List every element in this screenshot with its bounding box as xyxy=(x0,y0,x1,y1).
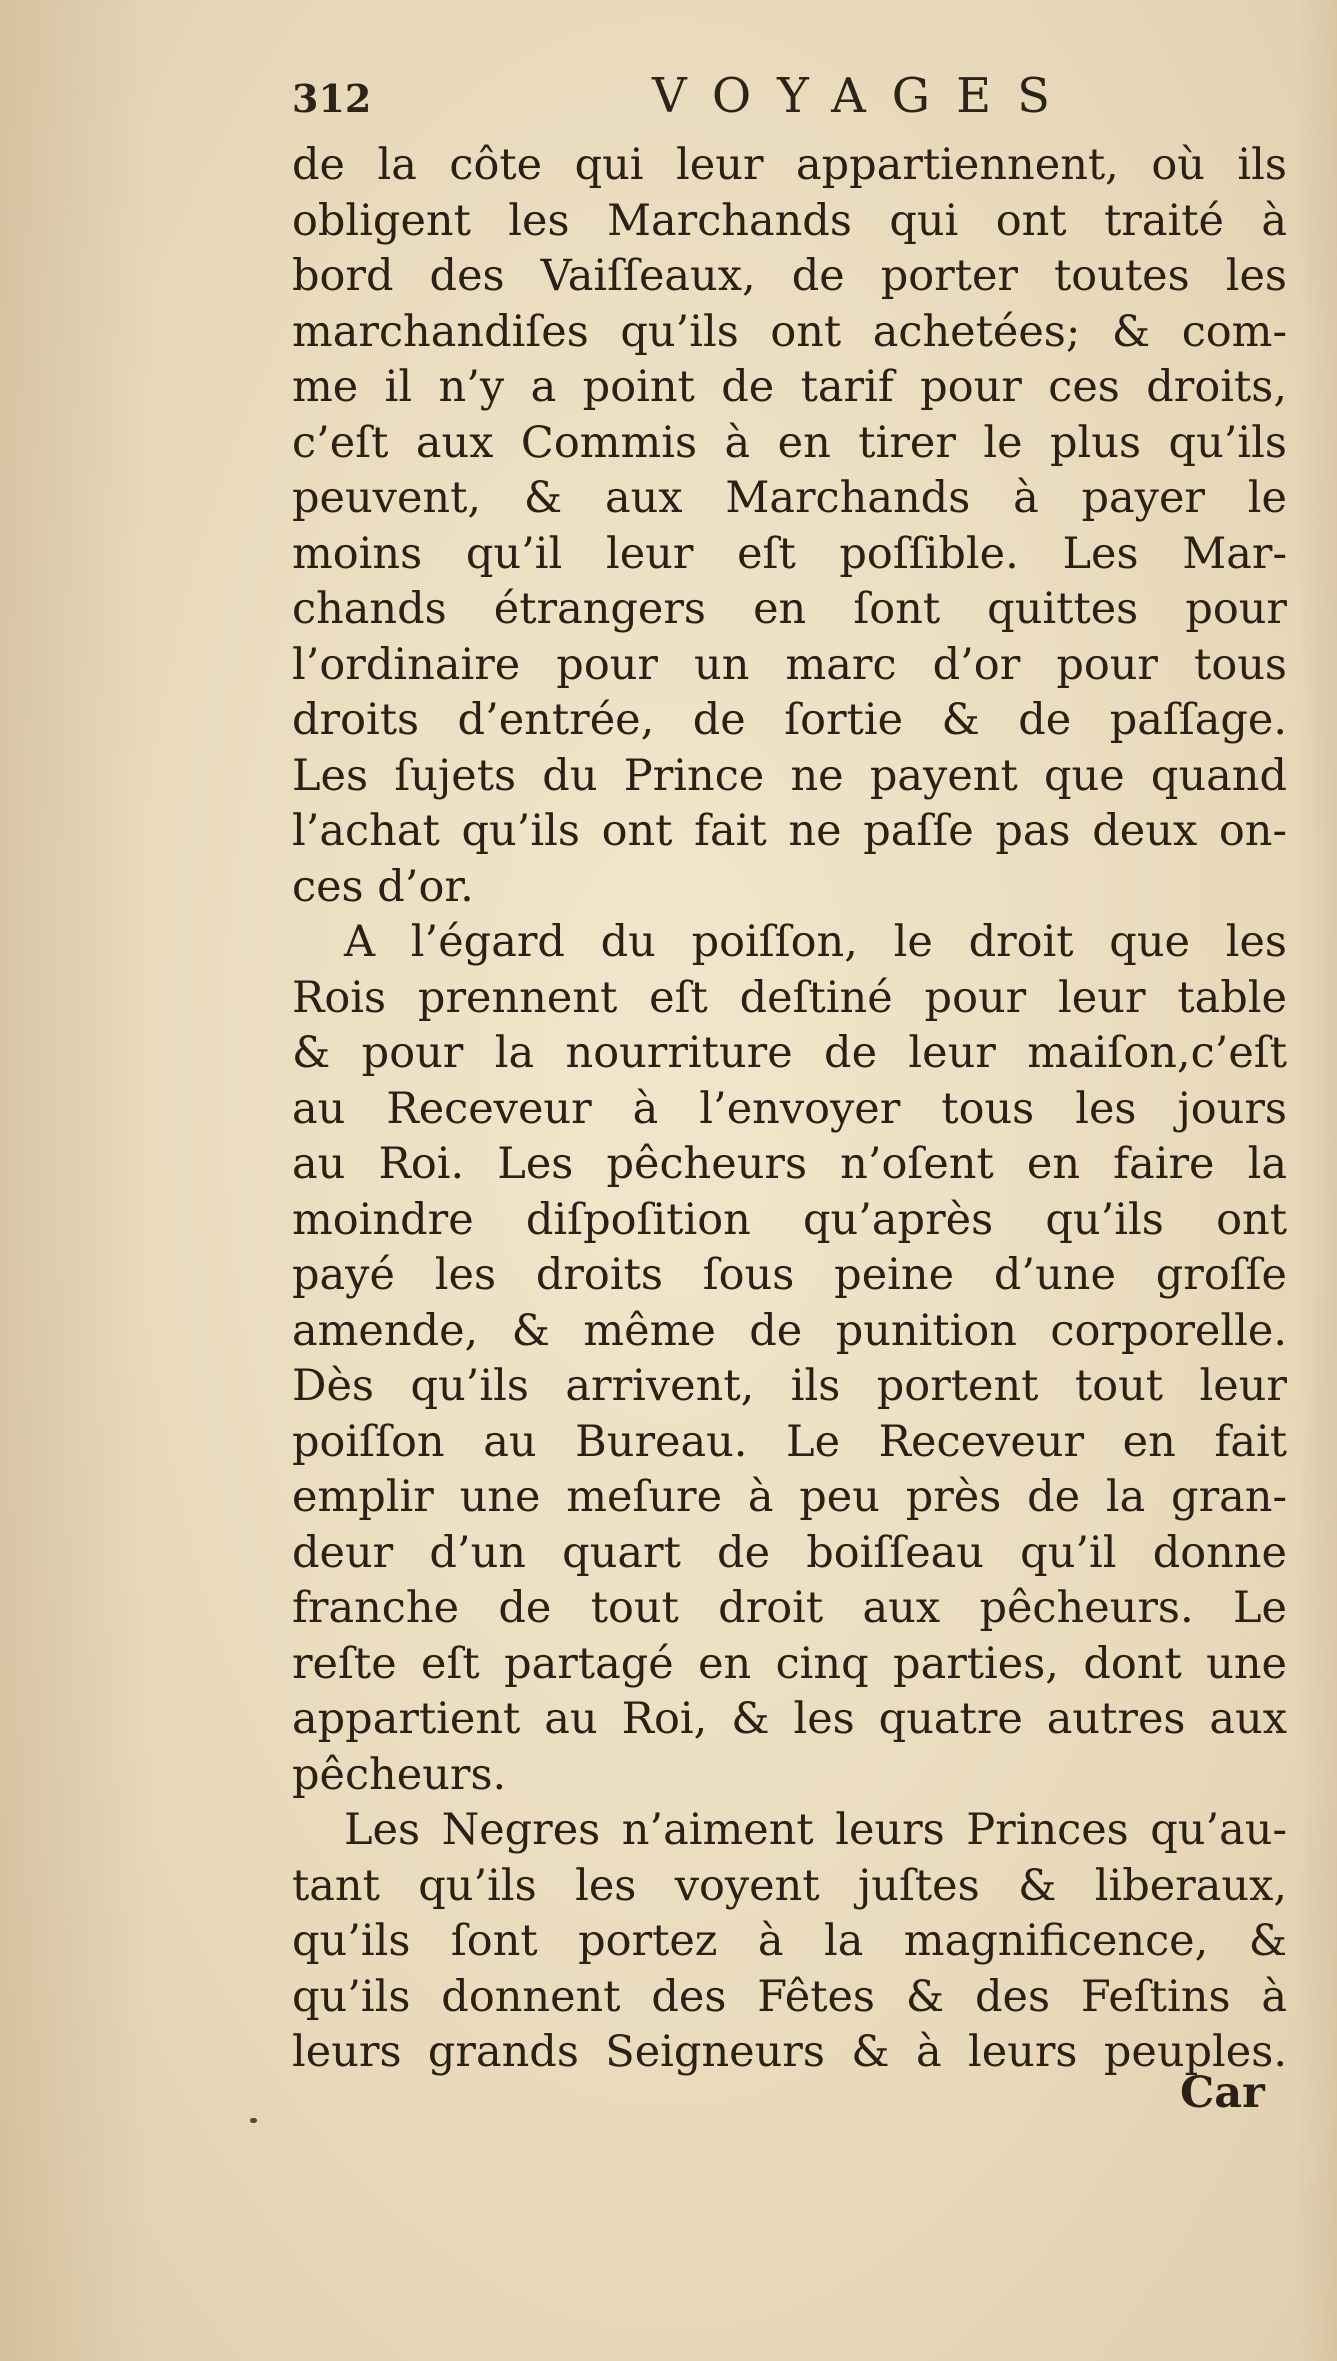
paragraph-1 xyxy=(292,138,1287,915)
text-line: tant qu’ils les voyent juſtes & liberaux, xyxy=(292,1860,1287,1911)
text-line: qu’ils donnent des Fêtes & des Feſtins à xyxy=(292,1971,1287,2022)
text-line: au Roi. Les pêcheurs n’oſent en faire la xyxy=(292,1139,1287,1189)
text-line: l’ordinaire pour un marc d’or pour tous xyxy=(292,639,1287,690)
text-line: moins qu’il leur eſt poſſible. Les Mar- xyxy=(292,528,1287,579)
running-head: VOYAGES xyxy=(652,68,1077,124)
page-number: 312 xyxy=(292,76,372,121)
body-text xyxy=(292,138,1287,2081)
page-header xyxy=(292,68,1292,128)
text-line: de la côte qui leur appartiennent, où ils xyxy=(292,140,1287,190)
text-line: reſte eſt partagé en cinq parties, dont une xyxy=(292,1638,1287,1689)
text-line: A l’égard du poiſſon, le droit que les xyxy=(344,917,1287,967)
text-line: au Receveur à l’envoyer tous les jours xyxy=(292,1083,1287,1134)
page-gutter-shadow xyxy=(0,0,150,2361)
text-line: Les ſujets du Prince ne payent que quand xyxy=(292,750,1287,801)
text-line: Les Negres n’aiment leurs Princes qu’au- xyxy=(344,1805,1287,1855)
text-line: moindre diſpoſition qu’après qu’ils ont xyxy=(292,1194,1287,1245)
text-line: c’eſt aux Commis à en tirer le plus qu’ils xyxy=(292,417,1287,468)
text-line: Rois prennent eſt deſtiné pour leur table xyxy=(292,972,1287,1023)
page-edge-shadow xyxy=(1297,0,1337,2361)
text-line: payé les droits ſous peine d’une groſſe xyxy=(292,1250,1287,1300)
text-line: Dès qu’ils arrivent, ils portent tout leur xyxy=(292,1361,1287,1411)
text-line: marchandiſes qu’ils ont achetées; & com- xyxy=(292,306,1287,357)
text-line: qu’ils ſont portez à la magnificence, & xyxy=(292,1916,1287,1966)
catchword: Car xyxy=(1180,2068,1265,2118)
text-line: bord des Vaiſſeaux, de porter toutes les xyxy=(292,251,1287,301)
text-line: pêcheurs. xyxy=(292,1749,507,1800)
text-line: l’achat qu’ils ont fait ne paſſe pas deux on- xyxy=(292,806,1287,856)
text-line: ces d’or. xyxy=(292,861,474,912)
text-line: deur d’un quart de boiſſeau qu’il donne xyxy=(292,1527,1287,1578)
text-line: amende, & même de punition corporelle. xyxy=(292,1305,1287,1356)
text-line: chands étrangers en ſont quittes pour xyxy=(292,584,1287,634)
text-line: appartient au Roi, & les quatre autres aux xyxy=(292,1694,1287,1744)
paragraph-2 xyxy=(292,915,1287,1803)
text-line: leurs grands Seigneurs & à leurs peuples. xyxy=(292,2027,1287,2077)
text-line: obligent les Marchands qui ont traité à xyxy=(292,195,1287,246)
text-line: droits d’entrée, de ſortie & de paſſage. xyxy=(292,695,1287,745)
text-line: me il n’y a point de tarif pour ces droits, xyxy=(292,362,1287,412)
text-line: & pour la nourriture de leur maiſon,c’eſt xyxy=(292,1028,1287,1078)
text-line: peuvent, & aux Marchands à payer le xyxy=(292,473,1287,523)
text-line: emplir une meſure à peu près de la gran- xyxy=(292,1472,1287,1522)
ink-speck xyxy=(250,2118,257,2123)
paragraph-3 xyxy=(292,1803,1287,2081)
text-line: poiſſon au Bureau. Le Receveur en fait xyxy=(292,1416,1287,1467)
text-line: franche de tout droit aux pêcheurs. Le xyxy=(292,1583,1287,1633)
